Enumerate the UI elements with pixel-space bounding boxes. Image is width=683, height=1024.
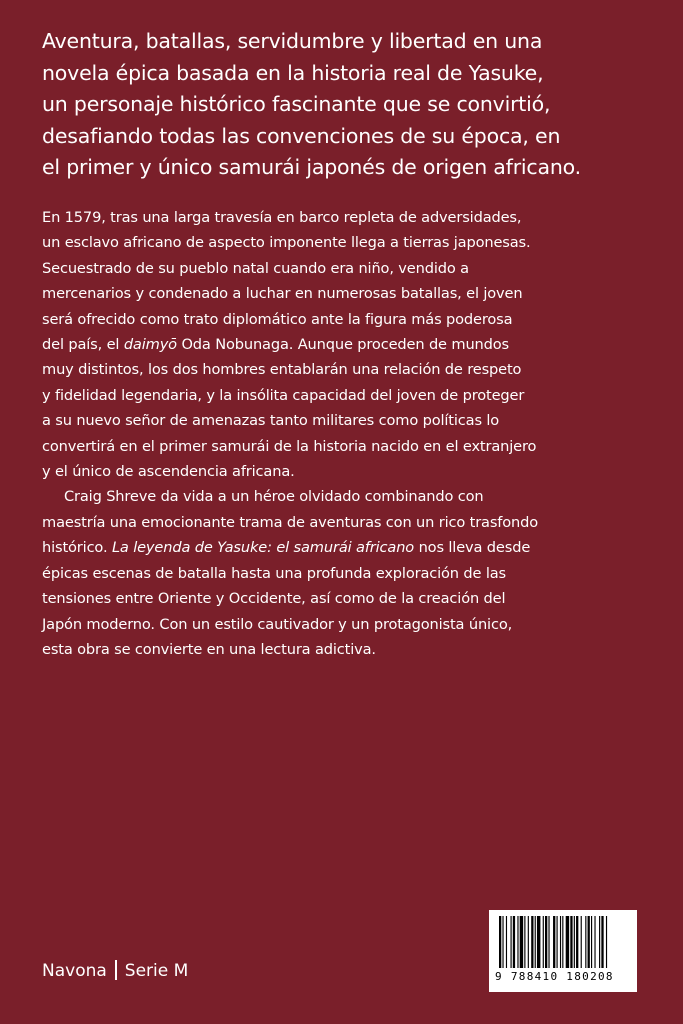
series-name: Serie M — [124, 961, 189, 981]
isbn-number: 9 788410 180208 — [495, 970, 614, 983]
synopsis-text: nos lleva desde — [414, 539, 531, 557]
publisher-imprint — [42, 959, 188, 983]
tagline — [42, 26, 657, 184]
tagline-line: desafiando todas las convenciones de su época, en — [42, 123, 561, 148]
barcode-bar — [524, 916, 525, 968]
barcode-bar — [528, 916, 529, 968]
synopsis-line: En 1579, tras una larga travesía en barco repleta de adversidades, — [42, 209, 522, 226]
barcode-bar — [585, 916, 586, 968]
barcode-bar — [588, 916, 590, 968]
barcode-bar — [601, 916, 603, 968]
synopsis-line: un esclavo africano de aspecto imponente llega a tierras japonesas. — [42, 234, 531, 252]
synopsis-line: tensiones entre Oriente y Occidente, así como de la creación del — [42, 590, 506, 608]
synopsis-line: maestría una emocionante trama de aventuras con un rico trasfondo — [42, 513, 539, 531]
barcode-bar — [599, 916, 600, 968]
barcode-bar — [591, 916, 592, 968]
barcode-bar — [560, 916, 561, 968]
synopsis-text: del país, el — [42, 336, 124, 354]
barcode-bar — [531, 916, 533, 968]
synopsis-line — [42, 535, 662, 560]
barcode-bar — [506, 916, 507, 968]
synopsis-line: y el único de ascendencia africana. — [42, 463, 295, 481]
synopsis-line — [42, 332, 662, 357]
tagline-line: el primer y único samurái japonés de origen africano. — [42, 155, 581, 179]
tagline-line: un personaje histórico fascinante que se convirtió, — [42, 92, 551, 116]
barcode-bar — [557, 916, 558, 968]
imprint-divider — [115, 960, 117, 980]
synopsis — [42, 205, 662, 662]
synopsis-line: a su nuevo señor de amenazas tanto militares como políticas lo — [42, 412, 500, 430]
barcode-bar — [545, 916, 547, 968]
daimyo-term: daimyō — [123, 336, 177, 354]
barcode-bar — [576, 916, 578, 968]
synopsis-line: Japón moderno. Con un estilo cautivador y un protagonista único, — [42, 615, 513, 633]
barcode-bar — [574, 916, 575, 968]
barcode-bar — [499, 916, 501, 968]
barcode-bar — [520, 916, 523, 968]
synopsis-line: y fidelidad legendaria, y la insólita capacidad del joven de proteger — [42, 386, 525, 404]
barcode-bar — [570, 916, 572, 968]
synopsis-line: muy distintos, los dos hombres entablarán una relación de respeto — [42, 361, 522, 379]
barcode-bar — [517, 916, 518, 968]
barcode-bar — [594, 916, 595, 968]
synopsis-line: épicas escenas de batalla hasta una profunda exploración de las — [42, 564, 506, 582]
barcode-bar — [553, 916, 555, 968]
barcode-bar — [535, 916, 536, 968]
barcode-bar — [581, 916, 582, 968]
tagline-line: Aventura, batallas, servidumbre y libertad en una — [42, 29, 543, 53]
barcode-bar — [562, 916, 563, 968]
book-title: La leyenda de Yasuke: el samurái africano — [111, 539, 415, 557]
synopsis-text: histórico. — [42, 539, 112, 557]
synopsis-line: convertirá en el primer samurái de la historia nacido en el extranjero — [42, 437, 537, 455]
synopsis-line: será ofrecido como trato diplomático ante la figura más poderosa — [42, 310, 513, 328]
barcode-bar — [566, 916, 569, 968]
barcode-bar — [502, 916, 503, 968]
barcode-bar — [606, 916, 607, 968]
synopsis-text: Oda Nobunaga. Aunque proceden de mundos — [176, 336, 509, 354]
synopsis-line: Secuestrado de su pueblo natal cuando era niño, vendido a — [42, 259, 469, 277]
tagline-line: novela épica basada en la historia real de Yasuke, — [42, 60, 544, 85]
synopsis-line: Craig Shreve da vida a un héroe olvidado combinando con — [64, 488, 484, 506]
barcode-bar — [543, 916, 544, 968]
synopsis-line: mercenarios y condenado a luchar en numerosas batallas, el joven — [42, 285, 523, 303]
barcode — [489, 910, 637, 992]
publisher-logo: Navona — [42, 961, 107, 981]
barcode-bar — [511, 916, 512, 968]
synopsis-line: esta obra se convierte en una lectura adictiva. — [42, 640, 376, 658]
barcode-bar — [537, 916, 540, 968]
barcode-bar — [548, 916, 549, 968]
barcode-bar — [513, 916, 515, 968]
